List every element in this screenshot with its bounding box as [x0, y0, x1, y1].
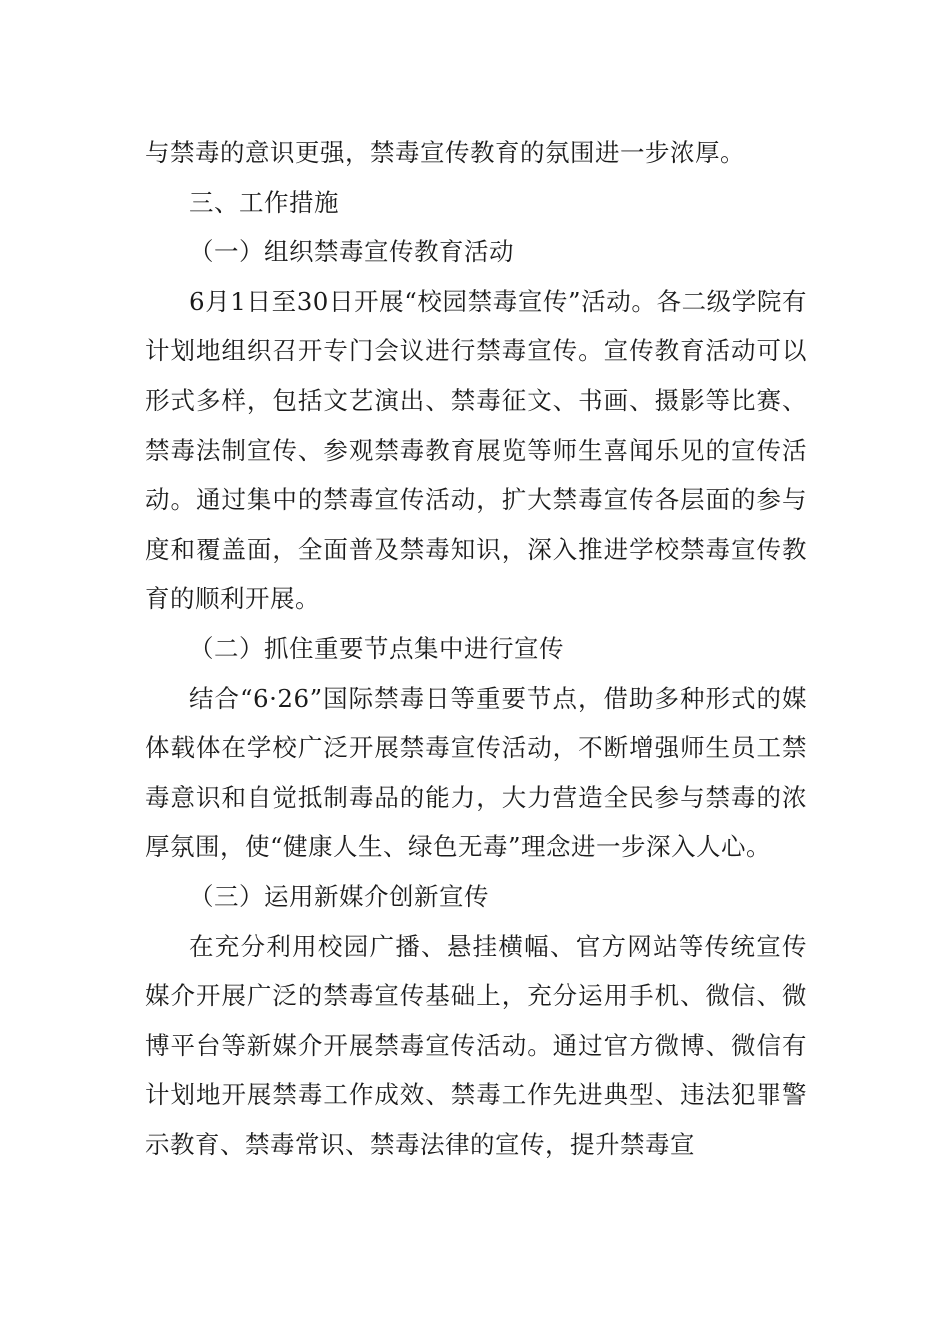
- paragraph-new-media: 在充分利用校园广播、悬挂横幅、官方网站等传统宣传媒介开展广泛的禁毒宣传基础上，充分运用手机、微信、微博平台等新媒介开展禁毒宣传活动。通过官方微博、微信有计划地开展禁毒工作成效、禁毒工作先进典型、违法犯罪警示教育、禁毒常识、禁毒法律的宣传，提升禁毒宣: [145, 931, 807, 1159]
- paragraph-key-dates: 结合“6·26”国际禁毒日等重要节点，借助多种形式的媒体载体在学校广泛开展禁毒宣传活动，不断增强师生员工禁毒意识和自觉抵制毒品的能力，大力营造全民参与禁毒的浓厚氛围，使“健康人生、绿色无毒”理念进一步深入人心。: [145, 683, 807, 862]
- subsection-heading-2: （二）抓住重要节点集中进行宣传: [189, 633, 564, 663]
- subsection-heading-1: （一）组织禁毒宣传教育活动: [189, 237, 514, 267]
- section-heading-measures: 三、工作措施: [189, 187, 339, 217]
- paragraph-continuation: 与禁毒的意识更强，禁毒宣传教育的氛围进一步浓厚。: [145, 138, 745, 167]
- subsection-heading-3: （三）运用新媒介创新宣传: [189, 881, 489, 911]
- document-body: [145, 128, 807, 1169]
- paragraph-campus-campaign: 6月1日至30日开展“校园禁毒宣传”活动。各二级学院有计划地组织召开专门会议进行禁毒宣传。宣传教育活动可以形式多样，包括文艺演出、禁毒征文、书画、摄影等比赛、禁毒法制宣传、参观禁毒教育展览等师生喜闻乐见的宣传活动。通过集中的禁毒宣传活动，扩大禁毒宣传各层面的参与度和覆盖面，全面普及禁毒知识，深入推进学校禁毒宣传教育的顺利开展。: [145, 286, 807, 614]
